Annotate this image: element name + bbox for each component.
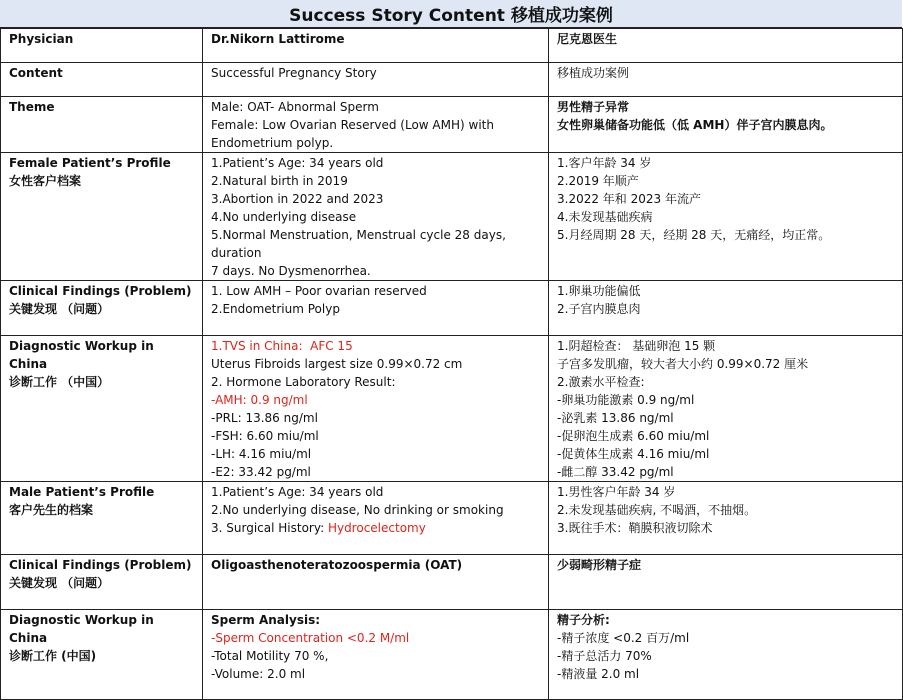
cell-text: -精液量 2.0 ml: [557, 667, 640, 681]
english-cell: [203, 610, 549, 700]
cell-text: 3.2022 年和 2023 年流产: [557, 192, 701, 206]
row-label-text: Clinical Findings (Problem): [9, 558, 192, 572]
cell-text-line: [557, 629, 894, 647]
cell-text-line: [557, 483, 894, 501]
row-label-text: 女性客户档案: [9, 174, 82, 188]
table-row-theme: [1, 97, 903, 153]
cell-text-line: [211, 409, 540, 427]
cell-text: -FSH: 6.60 miu/ml: [211, 429, 319, 443]
cell-text: -Volume: 2.0 ml: [211, 667, 306, 681]
cell-text: Female: Low Ovarian Reserved (Low AMH) with: [211, 118, 494, 132]
cell-text-line: [557, 64, 894, 82]
cell-text: -AMH: 0.9 ng/ml: [211, 393, 308, 407]
cell-text-line: [211, 391, 540, 409]
table-row-male-findings: [1, 555, 903, 610]
cell-text: 2.激素水平检查:: [557, 375, 645, 389]
cell-text-line: [557, 172, 894, 190]
cell-text-line: [211, 98, 540, 116]
chinese-cell: [549, 281, 903, 336]
cell-text-line: [557, 409, 894, 427]
cell-text-line: [557, 647, 894, 665]
case-table-body: [1, 29, 903, 700]
cell-text: 7 days. No Dysmenorrhea.: [211, 264, 371, 278]
chinese-cell: [549, 482, 903, 555]
row-label-text: 关键发现 （问题）: [9, 576, 110, 590]
cell-text: 3.Abortion in 2022 and 2023: [211, 192, 384, 206]
cell-text-line: [557, 556, 894, 574]
row-label-cell: [1, 63, 203, 97]
cell-text-line: [557, 463, 894, 481]
row-label-text: Diagnostic Workup in China: [9, 613, 158, 645]
row-label-text: 客户先生的档案: [9, 503, 94, 517]
cell-text: Uterus Fibroids largest size 0.99×0.72 cm: [211, 357, 463, 371]
cell-text-line: [211, 172, 540, 190]
cell-text: -E2: 33.42 pg/ml: [211, 465, 311, 479]
cell-text: Oligoasthenoteratozoospermia (OAT): [211, 558, 463, 572]
cell-text: -PRL: 13.86 ng/ml: [211, 411, 318, 425]
cell-text-line: [211, 134, 540, 152]
cell-text: -精子总活力 70%: [557, 649, 652, 663]
english-cell: [203, 555, 549, 610]
english-cell: [203, 281, 549, 336]
cell-text-line: [557, 373, 894, 391]
cell-text-line: [557, 501, 894, 519]
cell-text: 1.Patient’s Age: 34 years old: [211, 485, 384, 499]
cell-text: 1.Patient’s Age: 34 years old: [211, 156, 384, 170]
cell-text-line: [211, 373, 540, 391]
row-label-cell: [1, 555, 203, 610]
cell-text: 2.Natural birth in 2019: [211, 174, 348, 188]
row-label-cell: [1, 29, 203, 63]
cell-text: Dr.Nikorn Lattirome: [211, 32, 345, 46]
cell-text-line: [211, 30, 540, 48]
cell-text: Male: OAT- Abnormal Sperm: [211, 100, 379, 114]
table-row-physician: [1, 29, 903, 63]
row-label-text: Female Patient’s Profile: [9, 156, 171, 170]
cell-text: -精子浓度 <0.2 百万/ml: [557, 631, 690, 645]
cell-text-line: [211, 427, 540, 445]
english-cell: [203, 97, 549, 153]
cell-text: -LH: 4.16 miu/ml: [211, 447, 312, 461]
row-label-cell: [1, 153, 203, 281]
row-label-text: 诊断工作 （中国）: [9, 375, 110, 389]
english-cell: [203, 153, 549, 281]
english-cell: [203, 482, 549, 555]
cell-text-line: [557, 208, 894, 226]
cell-text: 5.月经周期 28 天，经期 28 天，无痛经，均正常。: [557, 228, 831, 242]
chinese-cell: [549, 63, 903, 97]
cell-text-line: [211, 190, 540, 208]
cell-text: Endometrium polyp.: [211, 136, 334, 150]
cell-text-line: [211, 282, 540, 300]
table-row-content: [1, 63, 903, 97]
cell-text: -促卵泡生成素 6.60 miu/ml: [557, 429, 710, 443]
cell-text: Successful Pregnancy Story: [211, 66, 377, 80]
cell-text: 2.No underlying disease, No drinking or smoking: [211, 503, 504, 517]
cell-text: 3.既往手术：鞘膜积液切除术: [557, 521, 713, 535]
table-row-female-workup: [1, 336, 903, 482]
cell-text: 1.卵巢功能偏低: [557, 284, 641, 298]
cell-text-line: [557, 611, 894, 629]
cell-text-line: [557, 355, 894, 373]
cell-text-line: [557, 30, 894, 48]
cell-text: -卵巢功能激素 0.9 ng/ml: [557, 393, 695, 407]
cell-text: 男性精子异常: [557, 100, 630, 114]
row-label-cell: [1, 482, 203, 555]
cell-text-line: [557, 391, 894, 409]
cell-text: -Sperm Concentration <0.2 M/ml: [211, 631, 410, 645]
row-label-text: 关键发现 （问题）: [9, 302, 110, 316]
english-cell: [203, 63, 549, 97]
cell-text: 精子分析:: [557, 613, 610, 627]
table-row-female-profile: [1, 153, 903, 281]
cell-text-line: [211, 463, 540, 481]
cell-text: -Total Motility 70 %,: [211, 649, 329, 663]
cell-text-line: [211, 300, 540, 318]
row-label-text: Diagnostic Workup in China: [9, 339, 158, 371]
cell-text-line: [557, 98, 894, 116]
cell-text: 1.TVS in China: AFC 15: [211, 339, 353, 353]
table-row-male-workup: [1, 610, 903, 700]
case-table: [0, 28, 903, 700]
row-label-cell: [1, 97, 203, 153]
cell-text: 移植成功案例: [557, 66, 630, 80]
cell-text: 1.男性客户年龄 34 岁: [557, 485, 676, 499]
cell-text: 尼克恩医生: [557, 32, 618, 46]
cell-text-line: [211, 629, 540, 647]
row-label-text: 诊断工作 (中国): [9, 649, 97, 663]
cell-text: 1. Low AMH – Poor ovarian reserved: [211, 284, 427, 298]
chinese-cell: [549, 153, 903, 281]
row-label-cell: [1, 281, 203, 336]
cell-text-line: [557, 337, 894, 355]
cell-text-line: [211, 262, 540, 280]
row-label-text: Physician: [9, 32, 74, 46]
row-label-cell: [1, 610, 203, 700]
table-row-male-profile: [1, 482, 903, 555]
cell-text: 2.Endometrium Polyp: [211, 302, 340, 316]
chinese-cell: [549, 610, 903, 700]
cell-text-line: [557, 226, 894, 244]
chinese-cell: [549, 97, 903, 153]
cell-text-line: [211, 355, 540, 373]
cell-text-line: [211, 116, 540, 134]
cell-text: Sperm Analysis:: [211, 613, 321, 627]
row-label-text: Theme: [9, 100, 55, 114]
cell-text-line: [557, 519, 894, 537]
cell-text: 5.Normal Menstruation, Menstrual cycle 28 days, duration: [211, 228, 510, 260]
cell-text: 女性卵巢储备功能低（低 AMH）伴子宫内膜息肉。: [557, 118, 833, 132]
chinese-cell: [549, 336, 903, 482]
cell-text: 1.客户年龄 34 岁: [557, 156, 652, 170]
cell-text-line: [211, 226, 540, 262]
row-label-text: Male Patient’s Profile: [9, 485, 155, 499]
row-label-text: Content: [9, 66, 63, 80]
cell-text-line: [211, 519, 540, 537]
cell-text-line: [557, 116, 894, 134]
cell-text-line: [211, 611, 540, 629]
english-cell: [203, 29, 549, 63]
cell-text-line: [557, 445, 894, 463]
cell-text: 子宫多发肌瘤，较大者大小约 0.99×0.72 厘米: [557, 357, 809, 371]
cell-text-line: [557, 665, 894, 683]
cell-text-line: [211, 64, 540, 82]
cell-text: 2.2019 年顺产: [557, 174, 639, 188]
cell-text: -促黄体生成素 4.16 miu/ml: [557, 447, 710, 461]
cell-text: 2.未发现基础疾病, 不喝酒，不抽烟。: [557, 503, 757, 517]
table-row-female-findings: [1, 281, 903, 336]
cell-text-line: [557, 154, 894, 172]
row-label-cell: [1, 336, 203, 482]
chinese-cell: [549, 29, 903, 63]
row-label-text: Clinical Findings (Problem): [9, 284, 192, 298]
cell-text-line: [211, 337, 540, 355]
cell-text-line: [211, 154, 540, 172]
cell-text: 4.未发现基础疾病: [557, 210, 653, 224]
cell-text: -泌乳素 13.86 ng/ml: [557, 411, 674, 425]
cell-text-line: [211, 483, 540, 501]
cell-text-line: [557, 427, 894, 445]
cell-text: 2.子宫内膜息肉: [557, 302, 641, 316]
page-title: Success Story Content 移植成功案例: [0, 0, 902, 28]
cell-text-line: [557, 282, 894, 300]
cell-text-line: [211, 501, 540, 519]
chinese-cell: [549, 555, 903, 610]
cell-text-line: [211, 445, 540, 463]
cell-text: 3. Surgical History:: [211, 521, 328, 535]
cell-text-line: [557, 190, 894, 208]
cell-text-line: [557, 300, 894, 318]
cell-text-line: [211, 208, 540, 226]
english-cell: [203, 336, 549, 482]
cell-text-line: [211, 665, 540, 683]
cell-text: 2. Hormone Laboratory Result:: [211, 375, 396, 389]
cell-text: 4.No underlying disease: [211, 210, 357, 224]
cell-text-line: [211, 556, 540, 574]
cell-text: 少弱畸形精子症: [557, 558, 642, 572]
cell-text-line: [211, 647, 540, 665]
cell-text: -雌二醇 33.42 pg/ml: [557, 465, 674, 479]
cell-text: 1.阴超检查： 基础卵泡 15 颗: [557, 339, 716, 353]
highlight-text: Hydrocelectomy: [327, 521, 426, 535]
